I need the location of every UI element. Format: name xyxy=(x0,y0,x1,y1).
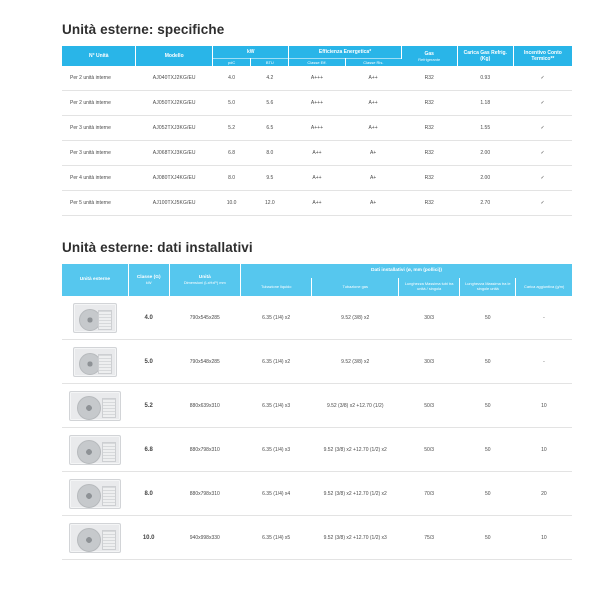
cell-carica-aggiuntiva: 10 xyxy=(516,384,572,428)
cell-btu: 4.2 xyxy=(251,66,289,91)
cell-eff-heat: A+ xyxy=(345,166,401,191)
table-row xyxy=(62,296,572,340)
cell-gas: R32 xyxy=(401,141,457,166)
cell-carica-aggiuntiva: 20 xyxy=(516,472,572,516)
cell-tubazione-gas: 9.52 (3/8) x2 +12.70 (1/2) x2 xyxy=(312,428,399,472)
outdoor-unit-icon xyxy=(69,523,121,553)
cell-dimensioni: 880x639x310 xyxy=(169,384,240,428)
cell-carica: 0.93 xyxy=(457,66,513,91)
table-body-specifiche xyxy=(62,66,572,216)
cell-btu: 6.5 xyxy=(251,116,289,141)
cell-carica: 2.00 xyxy=(457,141,513,166)
th-unita-dimensioni: Unità Dimensioni (LxHxP) mm xyxy=(169,264,240,296)
cell-unita: Per 2 unità interne xyxy=(62,66,136,91)
table-row xyxy=(62,516,572,560)
cell-lunghezza-totale: 70/3 xyxy=(399,472,460,516)
th-classe: Classe (G) kW xyxy=(128,264,169,296)
cell-unit-image xyxy=(62,340,128,384)
cell-incentivo: ✓ xyxy=(513,66,572,91)
cell-carica-aggiuntiva: 10 xyxy=(516,428,572,472)
th-gas: Gas Refrigerante xyxy=(401,46,457,66)
th-carica-gas: Carica Gas Refrig. (Kg) xyxy=(457,46,513,66)
cell-lunghezza-singola: 50 xyxy=(460,340,516,384)
cell-unita: Per 3 unità interne xyxy=(62,141,136,166)
cell-eff-cool: A+++ xyxy=(289,66,345,91)
cell-kw: 4.0 xyxy=(212,66,250,91)
cell-lunghezza-singola: 50 xyxy=(460,384,516,428)
th-kw: kW xyxy=(212,46,289,59)
section-title-specifiche: Unità esterne: specifiche xyxy=(62,22,225,37)
cell-gas: R32 xyxy=(401,166,457,191)
cell-eff-heat: A++ xyxy=(345,116,401,141)
cell-lunghezza-singola: 50 xyxy=(460,472,516,516)
cell-tubazione-liquido: 6.35 (1/4) x5 xyxy=(240,516,311,560)
section-spacer xyxy=(62,216,572,234)
cell-lunghezza-singola: 50 xyxy=(460,296,516,340)
cell-eff-cool: A+++ xyxy=(289,91,345,116)
cell-dimensioni: 940x998x330 xyxy=(169,516,240,560)
th-lunghezza-massima-singola: Lunghezza Massima tra le singole unità xyxy=(460,278,516,296)
cell-carica: 2.70 xyxy=(457,191,513,216)
cell-btu: 5.6 xyxy=(251,91,289,116)
cell-modello: AJ040TXJ2KG/EU xyxy=(136,66,213,91)
cell-incentivo: ✓ xyxy=(513,191,572,216)
cell-carica: 1.18 xyxy=(457,91,513,116)
table-row xyxy=(62,141,572,166)
cell-classe: 10.0 xyxy=(128,516,169,560)
cell-incentivo: ✓ xyxy=(513,141,572,166)
cell-lunghezza-totale: 30/3 xyxy=(399,340,460,384)
cell-tubazione-gas: 9.52 (3/8) x2 +12.70 (1/2) xyxy=(312,384,399,428)
cell-gas: R32 xyxy=(401,191,457,216)
th-lunghezza-massima-totale: Lunghezza Massima tubi tra unità / singola xyxy=(399,278,460,296)
cell-tubazione-gas: 9.52 (3/8) x2 +12.70 (1/2) x2 xyxy=(312,472,399,516)
cell-modello: AJ068TXJ3KG/EU xyxy=(136,141,213,166)
cell-eff-heat: A+ xyxy=(345,191,401,216)
th-classe-eff: Classe Eff. xyxy=(289,59,345,67)
th-tubazione-gas: Tubazione gas xyxy=(312,278,399,296)
cell-unit-image xyxy=(62,384,128,428)
cell-gas: R32 xyxy=(401,66,457,91)
cell-tubazione-liquido: 6.35 (1/4) x2 xyxy=(240,296,311,340)
cell-unit-image xyxy=(62,472,128,516)
cell-modello: AJ080TXJ4KG/EU xyxy=(136,166,213,191)
cell-dimensioni: 880x798x310 xyxy=(169,428,240,472)
cell-eff-cool: A++ xyxy=(289,141,345,166)
cell-unita: Per 5 unità interne xyxy=(62,191,136,216)
outdoor-unit-icon xyxy=(69,479,121,509)
table-unita-esterne-dati-installativi xyxy=(62,264,572,560)
table-row xyxy=(62,191,572,216)
cell-kw: 6.8 xyxy=(212,141,250,166)
table-row xyxy=(62,340,572,384)
outdoor-unit-icon xyxy=(69,435,121,465)
cell-tubazione-gas: 9.52 (3/8) x2 xyxy=(312,340,399,384)
cell-lunghezza-totale: 30/3 xyxy=(399,296,460,340)
cell-classe: 5.2 xyxy=(128,384,169,428)
cell-kw: 10.0 xyxy=(212,191,250,216)
cell-tubazione-gas: 9.52 (3/8) x2 xyxy=(312,296,399,340)
cell-eff-cool: A++ xyxy=(289,191,345,216)
th-dati-installativi-group: Dati installativi (ø, mm (pollici)) xyxy=(240,264,572,278)
table-row xyxy=(62,384,572,428)
table-row xyxy=(62,472,572,516)
cell-eff-cool: A++ xyxy=(289,166,345,191)
cell-classe: 4.0 xyxy=(128,296,169,340)
cell-lunghezza-singola: 50 xyxy=(460,428,516,472)
outdoor-unit-icon xyxy=(73,347,117,377)
table-row xyxy=(62,166,572,191)
cell-incentivo: ✓ xyxy=(513,91,572,116)
cell-unit-image xyxy=(62,296,128,340)
cell-lunghezza-totale: 50/3 xyxy=(399,384,460,428)
cell-carica-aggiuntiva: - xyxy=(516,296,572,340)
cell-carica: 1.55 xyxy=(457,116,513,141)
cell-unita: Per 3 unità interne xyxy=(62,116,136,141)
outdoor-unit-icon xyxy=(69,391,121,421)
th-efficienza-energetica: Efficienza Energetica* xyxy=(289,46,401,59)
th-incentivo: Incentivo Conto Termico** xyxy=(513,46,572,66)
th-tubazione-liquido: Tubazione liquido xyxy=(240,278,311,296)
th-carica-aggiuntiva: Carica aggiuntiva (g/m) xyxy=(516,278,572,296)
cell-incentivo: ✓ xyxy=(513,166,572,191)
cell-tubazione-liquido: 6.35 (1/4) x3 xyxy=(240,428,311,472)
cell-unita: Per 4 unità interne xyxy=(62,166,136,191)
cell-tubazione-liquido: 6.35 (1/4) x3 xyxy=(240,384,311,428)
cell-tubazione-gas: 9.52 (3/8) x2 +12.70 (1/2) x3 xyxy=(312,516,399,560)
table-header-row xyxy=(62,264,572,278)
th-unita-esterne: Unità esterne xyxy=(62,264,128,296)
outdoor-unit-icon xyxy=(73,303,117,333)
cell-carica-aggiuntiva: 10 xyxy=(516,516,572,560)
cell-kw: 8.0 xyxy=(212,166,250,191)
cell-modello: AJ100TXJ5KG/EU xyxy=(136,191,213,216)
cell-classe: 6.8 xyxy=(128,428,169,472)
cell-btu: 8.0 xyxy=(251,141,289,166)
cell-modello: AJ052TXJ3KG/EU xyxy=(136,116,213,141)
table-header-row xyxy=(62,46,572,59)
table-row xyxy=(62,91,572,116)
table-row xyxy=(62,116,572,141)
th-numero-unita: N° Unità xyxy=(62,46,136,66)
cell-unit-image xyxy=(62,516,128,560)
cell-carica-aggiuntiva: - xyxy=(516,340,572,384)
cell-carica: 2.00 xyxy=(457,166,513,191)
cell-classe: 5.0 xyxy=(128,340,169,384)
th-kw-btu: BTU xyxy=(251,59,289,67)
table-row xyxy=(62,428,572,472)
th-kw-pdc: pdC xyxy=(212,59,250,67)
cell-modello: AJ050TXJ2KG/EU xyxy=(136,91,213,116)
cell-kw: 5.2 xyxy=(212,116,250,141)
th-modello: Modello xyxy=(136,46,213,66)
cell-unit-image xyxy=(62,428,128,472)
cell-kw: 5.0 xyxy=(212,91,250,116)
cell-incentivo: ✓ xyxy=(513,116,572,141)
cell-eff-heat: A++ xyxy=(345,91,401,116)
cell-gas: R32 xyxy=(401,91,457,116)
section-title-dati-installativi: Unità esterne: dati installativi xyxy=(62,240,253,256)
cell-dimensioni: 880x798x310 xyxy=(169,472,240,516)
cell-btu: 9.5 xyxy=(251,166,289,191)
cell-lunghezza-totale: 50/3 xyxy=(399,428,460,472)
cell-btu: 12.0 xyxy=(251,191,289,216)
cell-lunghezza-singola: 50 xyxy=(460,516,516,560)
cell-classe: 8.0 xyxy=(128,472,169,516)
cell-eff-heat: A+ xyxy=(345,141,401,166)
cell-lunghezza-totale: 75/3 xyxy=(399,516,460,560)
th-classe-ris: Classe Ris. xyxy=(345,59,401,67)
cell-unita: Per 2 unità interne xyxy=(62,91,136,116)
cell-tubazione-liquido: 6.35 (1/4) x4 xyxy=(240,472,311,516)
cell-gas: R32 xyxy=(401,116,457,141)
cell-tubazione-liquido: 6.35 (1/4) x2 xyxy=(240,340,311,384)
table-body-dati-installativi xyxy=(62,296,572,560)
cell-dimensioni: 790x545x285 xyxy=(169,296,240,340)
cell-eff-heat: A++ xyxy=(345,66,401,91)
table-unita-esterne-specifiche xyxy=(62,46,572,216)
cell-eff-cool: A+++ xyxy=(289,116,345,141)
cell-dimensioni: 790x548x285 xyxy=(169,340,240,384)
table-row xyxy=(62,66,572,91)
